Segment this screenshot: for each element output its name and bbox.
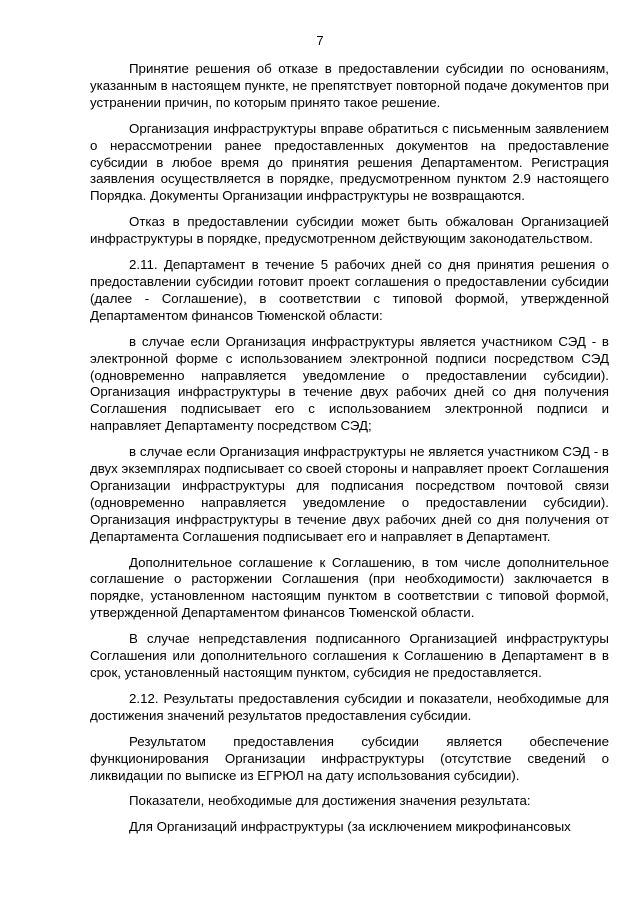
paragraph-appeal: Отказ в предоставлении субсидии может быть обжалован Организацией инфраструктуры в порядке, предусмотренном действующим законодательством.	[90, 214, 609, 247]
document-body	[90, 61, 609, 836]
paragraph-additional-agreement: Дополнительное соглашение к Соглашению, в том числе дополнительное соглашение о расторжении Соглашения (при необходимости) заключается в порядке, установленном настоящим пунктом в соответствии с типовой формой, утвержденной Департаментом финансов Тюменской области.	[90, 554, 609, 621]
paragraph-indicators: Показатели, необходимые для достижения значения результата:	[129, 793, 531, 809]
paragraph-2-12: 2.12. Результаты предоставления субсидии и показатели, необходимые для достижения значений результатов предоставления субсидии.	[90, 690, 609, 723]
page-number: 7	[316, 33, 324, 48]
paragraph-2-11: 2.11. Департамент в течение 5 рабочих дней со дня принятия решения о предоставлении субсидии готовит проект соглашения о предоставлении субсидии (далее - Соглашение), в соответствии с типовой формой, утвержденной Департаментом финансов Тюменской области:	[90, 257, 609, 323]
paragraph-non-sed-participant: в случае если Организация инфраструктуры не является участником СЭД - в двух экземплярах подписывает со своей стороны и направляет проект Соглашения Организации инфраструктуры для подписания посредством почтовой связи (одновременно направляется уведомление о предоставлении субсидии). Организация инфраструктуры в течение двух рабочих дней со дня получения от Департамента Соглашения подписывает его и направляет в Департамент.	[90, 444, 609, 544]
paragraph-sed-participant: в случае если Организация инфраструктуры является участником СЭД - в электронной форме с использованием электронной подписи посредством СЭД (одновременно направляется уведомление о предоставлении субсидии). Организация инфраструктуры в течение двух рабочих дней со дня получения Соглашения подписывает его с использованием электронной подписи и направляет Департаменту посредством СЭД;	[90, 333, 609, 434]
paragraph-infrastructure-orgs: Для Организаций инфраструктуры (за исключением микрофинансовых	[129, 819, 571, 835]
paragraph-refusal-decision: Принятие решения об отказе в предоставлении субсидии по основаниям, указанным в настоящем пункте, не препятствует повторной подаче документов при устранении причин, по которым принято такое решение.	[90, 61, 609, 110]
paragraph-withdrawal-request: Организация инфраструктуры вправе обратиться с письменным заявлением о нерассмотрении ранее предоставленных документов на предоставление субсидии в любое время до принятия решения Департаментом. Регистрация заявления осуществляется в порядке, предусмотренном пунктом 2.9 настоящего Порядка. Документы Организации инфраструктуры не возвращаются.	[90, 120, 609, 204]
paragraph-non-submission: В случае непредставления подписанного Организацией инфраструктуры Соглашения или дополнительного соглашения к Соглашению в Департамент в в срок, установленный настоящим пунктом, субсидия не предоставляется.	[90, 631, 609, 680]
paragraph-result: Результатом предоставления субсидии является обеспечение функционирования Организации инфраструктуры (отсутствие сведений о ликвидации по выписке из ЕГРЮЛ на дату использования субсидии).	[90, 733, 609, 783]
